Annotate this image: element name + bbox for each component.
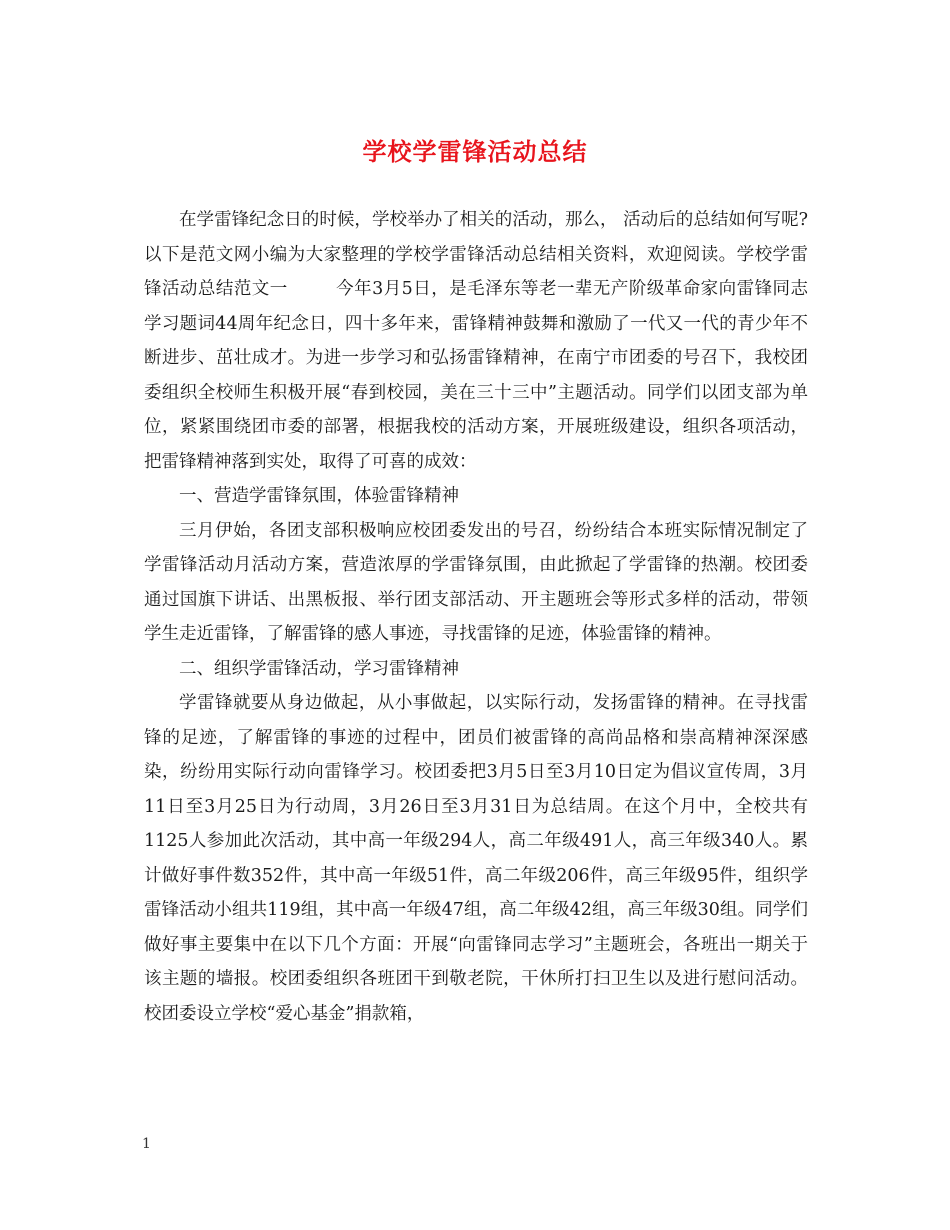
document-title: 学校学雷锋活动总结 [362,137,588,166]
intro-text-part1: 在学雷锋纪念日的时候，学校举办了相关的活动，那么， 活动后的总结如何写呢?以下是范文网小编为大家整理的学校学雷锋活动总结相关资料，欢迎阅读。学校学雷锋活动总结范文一 [144,210,808,299]
intro-paragraph [144,203,808,479]
section-heading-2: 二、组织学雷锋活动，学习雷锋精神 [179,658,459,679]
page-number: 1 [142,1136,151,1152]
section-paragraph-1: 三月伊始，各团支部积极响应校团委发出的号召，纷纷结合本班实际情况制定了学雷锋活动月活动方案，营造浓厚的学雷锋氛围，由此掀起了学雷锋的热潮。校团委通过国旗下讲话、出黑板报、举行团支部活动、开主题班会等形式多样的活动，带领学生走近雷锋，了解雷锋的感人事迹，寻找雷锋的足迹，体验雷锋的精神。 [144,520,808,644]
document-body [144,203,808,1031]
section-paragraph-2: 学雷锋就要从身边做起，从小事做起，以实际行动，发扬雷锋的精神。在寻找雷锋的足迹，了解雷锋的事迹的过程中，团员们被雷锋的高尚品格和崇高精神深深感染，纷纷用实际行动向雷锋学习。校团委把3月5日至3月10日定为倡议宣传周，3月11日至3月25日为行动周，3月26日至3月31日为总结周。在这个月中，全校共有1125人参加此次活动，其中高一年级294人，高二年级491人，高三年级340人。累计做好事件数352件，其中高一年级51件，高二年级206件，高三年级95件，组织学雷锋活动小组共119组，其中高一年级47组，高二年级42组，高三年级30组。同学们做好事主要集中在以下几个方面：开展“向雷锋同志学习”主题班会，各班出一期关于该主题的墙报。校团委组织各班团干到敬老院，干休所打扫卫生以及进行慰问活动。校团委设立学校“爱心基金”捐款箱， [144,693,808,1024]
intro-text-part2: 今年3月5日，是毛泽东等老一辈无产阶级革命家向雷锋同志学习题词44周年纪念日，四十多年来，雷锋精神鼓舞和激励了一代又一代的青少年不断进步、茁壮成才。为进一步学习和弘扬雷锋精神，在南宁市团委的号召下，我校团委组织全校师生积极开展“春到校园，美在三十三中”主题活动。同学们以团支部为单位，紧紧围绕团市委的部署，根据我校的活动方案，开展班级建设，组织各项活动，把雷锋精神落到实处，取得了可喜的成效： [144,279,808,472]
section-heading-1: 一、营造学雷锋氛围，体验雷锋精神 [179,486,459,506]
